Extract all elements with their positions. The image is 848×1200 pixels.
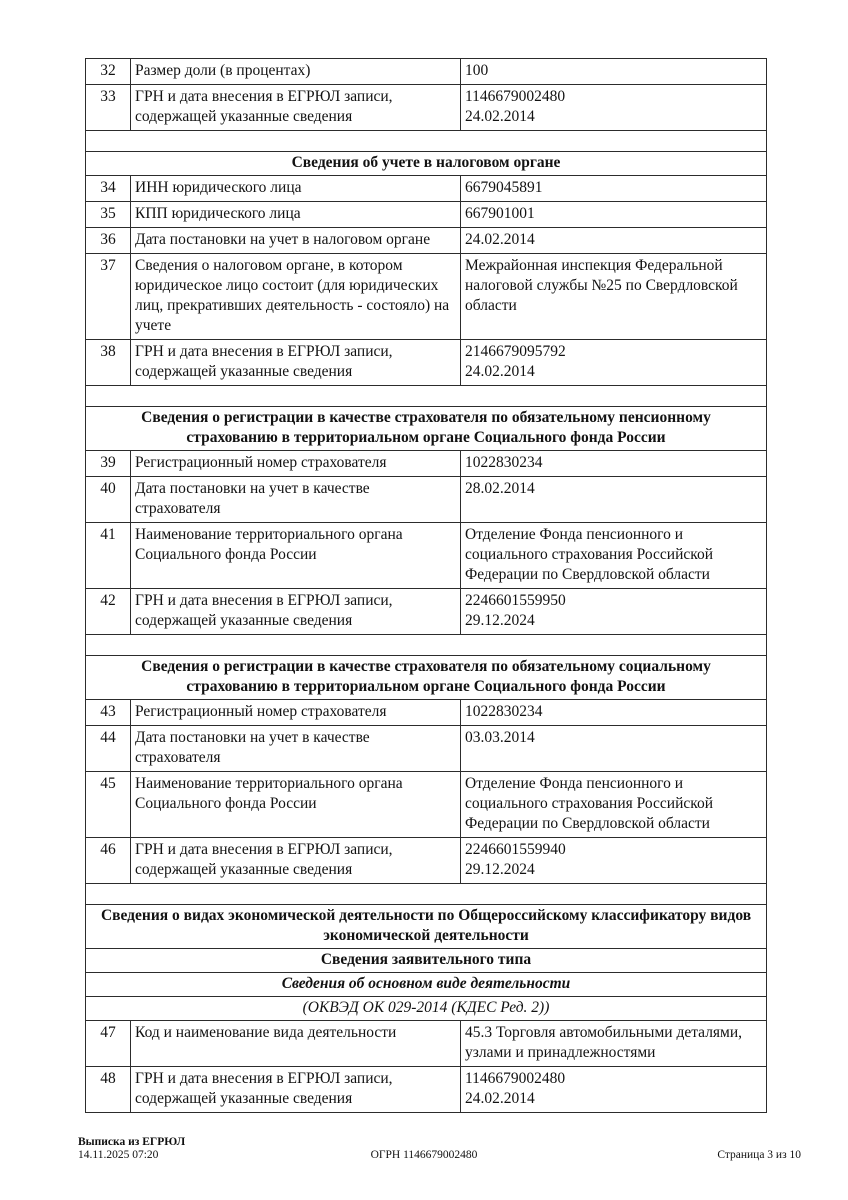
row-number-cell: 34: [86, 176, 131, 202]
table-row: [86, 59, 767, 85]
table-row: [86, 838, 767, 884]
table-row: [86, 85, 767, 131]
footer-doc-type: Выписка из ЕГРЮЛ: [78, 1136, 186, 1148]
row-label-cell: Размер доли (в процентах): [131, 59, 461, 85]
row-value-cell: 24.02.2014: [461, 228, 767, 254]
row-number-cell: 39: [86, 451, 131, 477]
row-number-cell: 45: [86, 772, 131, 838]
section-header-row: [86, 407, 767, 451]
row-value-cell: Межрайонная инспекция Федеральной налоговой службы №25 по Свердловской области: [461, 254, 767, 340]
section-header-row: [86, 905, 767, 949]
table-row: [86, 202, 767, 228]
row-label-cell: Дата постановки на учет в налоговом органе: [131, 228, 461, 254]
empty-separator-row: [86, 884, 767, 905]
row-number-cell: 37: [86, 254, 131, 340]
section-header: Сведения о видах экономической деятельности по Общероссийскому классификатору видов экономической деятельности: [86, 905, 767, 949]
row-value-cell: 1022830234: [461, 451, 767, 477]
row-number-cell: 32: [86, 59, 131, 85]
row-value-cell: 1146679002480 24.02.2014: [461, 85, 767, 131]
table-row: [86, 589, 767, 635]
page-footer: [0, 1136, 848, 1166]
empty-separator-row: [86, 131, 767, 152]
section-header: Сведения о регистрации в качестве страхователя по обязательному социальному страхованию в территориальном органе Социального фонда России: [86, 656, 767, 700]
row-label-cell: Дата постановки на учет в качестве страхователя: [131, 477, 461, 523]
row-number-cell: 47: [86, 1021, 131, 1067]
row-value-cell: 03.03.2014: [461, 726, 767, 772]
section-header: Сведения об основном виде деятельности: [86, 973, 767, 997]
row-number-cell: 40: [86, 477, 131, 523]
row-label-cell: Регистрационный номер страхователя: [131, 700, 461, 726]
table-row: [86, 772, 767, 838]
row-value-cell: 1146679002480 24.02.2014: [461, 1067, 767, 1113]
egrul-table-body: [86, 59, 767, 1113]
row-number-cell: 35: [86, 202, 131, 228]
row-label-cell: ИНН юридического лица: [131, 176, 461, 202]
table-row: [86, 451, 767, 477]
row-value-cell: 2246601559940 29.12.2024: [461, 838, 767, 884]
footer-ogrn: ОГРН 1146679002480: [370, 1149, 478, 1161]
row-number-cell: 36: [86, 228, 131, 254]
row-value-cell: Отделение Фонда пенсионного и социального страхования Российской Федерации по Свердловской области: [461, 772, 767, 838]
empty-cell: [86, 884, 767, 905]
row-label-cell: ГРН и дата внесения в ЕГРЮЛ записи, содержащей указанные сведения: [131, 1067, 461, 1113]
row-label-cell: ГРН и дата внесения в ЕГРЮЛ записи, содержащей указанные сведения: [131, 340, 461, 386]
section-header-row: [86, 152, 767, 176]
table-row: [86, 228, 767, 254]
empty-cell: [86, 635, 767, 656]
row-label-cell: Регистрационный номер страхователя: [131, 451, 461, 477]
empty-separator-row: [86, 635, 767, 656]
section-header: Сведения об учете в налоговом органе: [86, 152, 767, 176]
table-row: [86, 523, 767, 589]
row-number-cell: 38: [86, 340, 131, 386]
row-value-cell: 45.3 Торговля автомобильными деталями, узлами и принадлежностями: [461, 1021, 767, 1067]
row-value-cell: 100: [461, 59, 767, 85]
row-label-cell: Сведения о налоговом органе, в котором юридическое лицо состоит (для юридических лиц, прекративших деятельность - состояло) на учете: [131, 254, 461, 340]
row-label-cell: Дата постановки на учет в качестве страхователя: [131, 726, 461, 772]
row-value-cell: 667901001: [461, 202, 767, 228]
section-header-row: [86, 973, 767, 997]
row-number-cell: 42: [86, 589, 131, 635]
row-value-cell: 2146679095792 24.02.2014: [461, 340, 767, 386]
empty-cell: [86, 386, 767, 407]
row-label-cell: ГРН и дата внесения в ЕГРЮЛ записи, содержащей указанные сведения: [131, 589, 461, 635]
section-header: (ОКВЭД ОК 029-2014 (КДЕС Ред. 2)): [86, 997, 767, 1021]
row-number-cell: 41: [86, 523, 131, 589]
egrul-table: [85, 58, 767, 1113]
section-header-row: [86, 997, 767, 1021]
row-label-cell: ГРН и дата внесения в ЕГРЮЛ записи, содержащей указанные сведения: [131, 838, 461, 884]
row-number-cell: 44: [86, 726, 131, 772]
table-row: [86, 726, 767, 772]
row-value-cell: Отделение Фонда пенсионного и социального страхования Российской Федерации по Свердловской области: [461, 523, 767, 589]
row-value-cell: 28.02.2014: [461, 477, 767, 523]
table-row: [86, 340, 767, 386]
section-header-row: [86, 656, 767, 700]
row-number-cell: 46: [86, 838, 131, 884]
table-row: [86, 700, 767, 726]
empty-separator-row: [86, 386, 767, 407]
row-number-cell: 33: [86, 85, 131, 131]
row-value-cell: 6679045891: [461, 176, 767, 202]
table-row: [86, 477, 767, 523]
row-label-cell: Наименование территориального органа Социального фонда России: [131, 772, 461, 838]
row-label-cell: КПП юридического лица: [131, 202, 461, 228]
table-row: [86, 254, 767, 340]
row-value-cell: 2246601559950 29.12.2024: [461, 589, 767, 635]
table-row: [86, 1067, 767, 1113]
empty-cell: [86, 131, 767, 152]
row-value-cell: 1022830234: [461, 700, 767, 726]
section-header: Сведения о регистрации в качестве страхователя по обязательному пенсионному страхованию в территориальном органе Социального фонда России: [86, 407, 767, 451]
row-label-cell: Код и наименование вида деятельности: [131, 1021, 461, 1067]
table-row: [86, 176, 767, 202]
row-number-cell: 48: [86, 1067, 131, 1113]
footer-datetime: 14.11.2025 07:20: [78, 1149, 159, 1161]
section-header-row: [86, 949, 767, 973]
row-number-cell: 43: [86, 700, 131, 726]
footer-page-number: Страница 3 из 10: [717, 1149, 801, 1161]
table-row: [86, 1021, 767, 1067]
row-label-cell: ГРН и дата внесения в ЕГРЮЛ записи, содержащей указанные сведения: [131, 85, 461, 131]
section-header: Сведения заявительного типа: [86, 949, 767, 973]
row-label-cell: Наименование территориального органа Социального фонда России: [131, 523, 461, 589]
